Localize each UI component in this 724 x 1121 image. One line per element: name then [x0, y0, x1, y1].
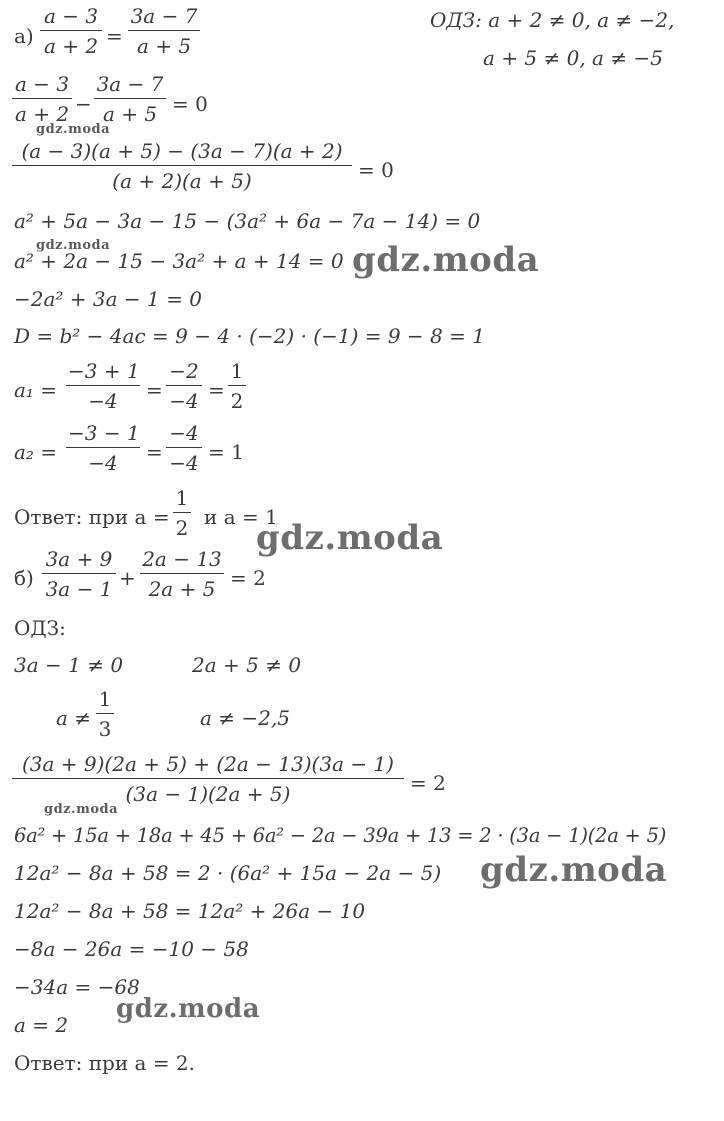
step-simplify: 12a² − 8a + 58 = 12a² + 26a − 10	[14, 899, 366, 923]
fraction: −3 − 1 −4	[68, 421, 140, 475]
odz-line-2: a + 5 ≠ 0, a ≠ −5	[483, 46, 663, 70]
step-discriminant: D = b² − 4ac = 9 − 4 · (−2) · (−1) = 9 − 8 = 1	[14, 324, 485, 348]
fraction: 2a − 13 2a + 5	[140, 549, 224, 599]
step-solution: a = 2	[14, 1013, 69, 1037]
watermark: gdz.moda	[36, 122, 111, 137]
step-simplify: a² + 2a − 15 − 3a² + a + 14 = 0	[14, 249, 344, 273]
fraction: 3a − 7 a + 5	[94, 74, 166, 124]
equals-sign: =	[106, 24, 123, 48]
odz-result-1-prefix: a ≠	[56, 706, 92, 730]
odz-line-1: ОДЗ: a + 2 ≠ 0, a ≠ −2,	[430, 8, 675, 32]
equation-tail: = 0	[358, 158, 394, 182]
fraction: 3a + 9 3a − 1	[42, 549, 116, 599]
watermark: gdz.moda	[116, 994, 261, 1024]
watermark: gdz.moda	[256, 518, 444, 558]
watermark: gdz.moda	[480, 850, 668, 890]
part-a-label: а)	[14, 24, 34, 48]
equals-sign: =	[146, 378, 163, 402]
minus-sign: −	[75, 92, 92, 116]
fraction: −3 + 1 −4	[68, 359, 140, 413]
fraction: −2 −4	[166, 361, 202, 411]
equals-sign: =	[146, 440, 163, 464]
equation-tail: = 0	[172, 92, 208, 116]
watermark: gdz.moda	[44, 802, 119, 817]
fraction: 1 2	[173, 488, 191, 538]
fraction: a − 3 a + 2	[40, 6, 102, 56]
answer-b: Ответ: при a = 2.	[14, 1051, 196, 1075]
watermark: gdz.moda	[352, 240, 540, 280]
step-linear: −34a = −68	[14, 975, 140, 999]
fraction: (a − 3)(a + 5) − (3a − 7)(a + 2) (a + 2)(a + 5)	[12, 141, 352, 191]
fraction: (3a + 9)(2a + 5) + (2a − 13)(3a − 1) (3a − 1)(2a + 5)	[12, 754, 404, 804]
answer-a-prefix: Ответ: при a =	[14, 505, 170, 529]
odz-condition-1: 3a − 1 ≠ 0	[14, 653, 124, 677]
fraction: −4 −4	[166, 423, 202, 473]
step-quadratic: −2a² + 3a − 1 = 0	[14, 287, 202, 311]
step-expand: a² + 5a − 3a − 15 − (3a² + 6a − 7a − 14) = 0	[14, 209, 481, 233]
equation-tail: = 2	[230, 566, 266, 590]
fraction: 1 2	[228, 361, 246, 411]
equals-sign: =	[208, 378, 225, 402]
root-2-label: a₂ =	[14, 440, 58, 464]
odz-title: ОДЗ:	[14, 616, 66, 640]
step-expand: 6a² + 15a + 18a + 45 + 6a² − 2a − 39a + 13 = 2 · (3a − 1)(2a + 5)	[14, 824, 667, 847]
equation-tail: = 2	[410, 771, 446, 795]
equation-tail: = 1	[208, 440, 244, 464]
fraction: 1 3	[96, 689, 114, 739]
fraction: a − 3 a + 2	[12, 74, 72, 124]
plus-sign: +	[119, 566, 136, 590]
part-b-label: б)	[14, 566, 34, 590]
watermark: gdz.moda	[36, 238, 111, 253]
answer-a-suffix: и a = 1	[204, 505, 278, 529]
step-move-terms: −8a − 26a = −10 − 58	[14, 937, 249, 961]
root-1-label: a₁ =	[14, 378, 58, 402]
step-collect: 12a² − 8a + 58 = 2 · (6a² + 15a − 2a − 5)	[14, 861, 442, 885]
odz-condition-2: 2a + 5 ≠ 0	[192, 653, 302, 677]
fraction: 3a − 7 a + 5	[128, 6, 200, 56]
odz-result-2: a ≠ −2,5	[200, 706, 290, 730]
